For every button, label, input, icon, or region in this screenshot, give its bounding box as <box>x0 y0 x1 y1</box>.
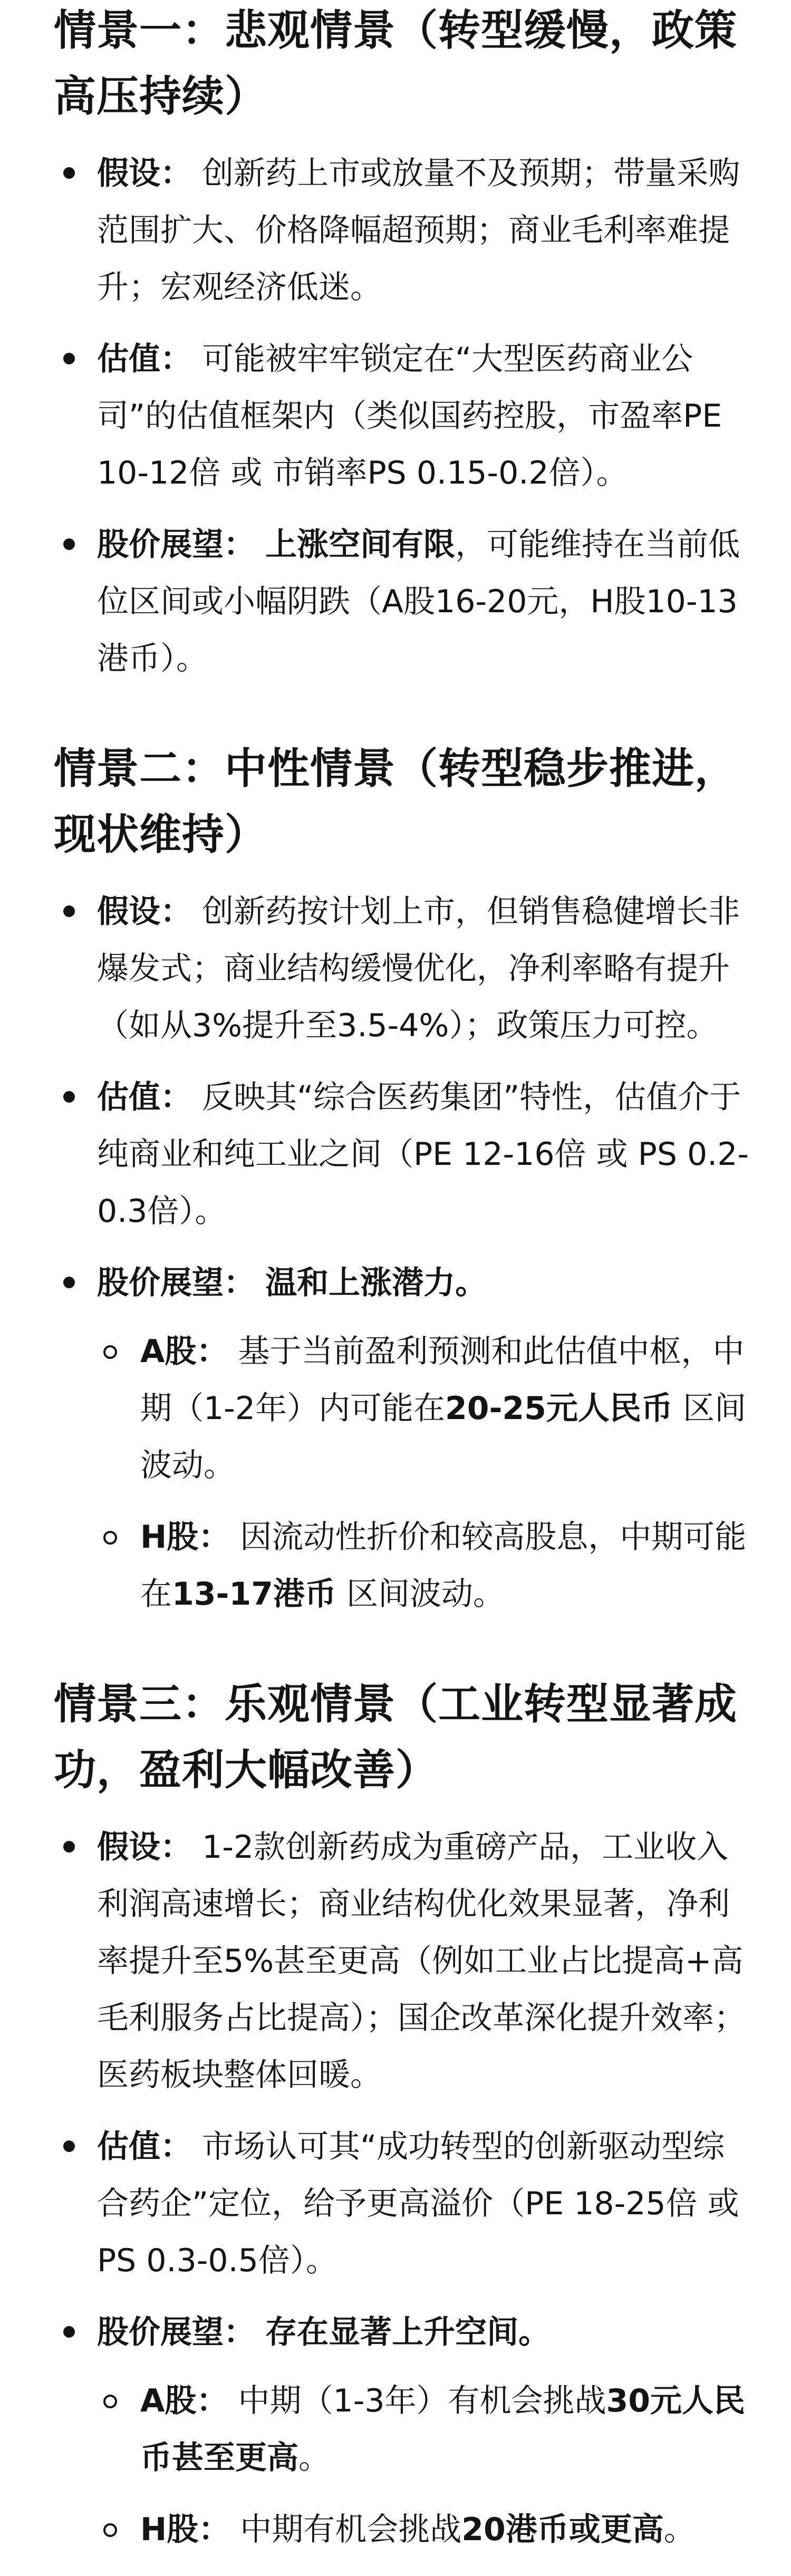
scenario-heading: 情景一：悲观情景（转型缓慢，政策高压持续） <box>54 6 737 121</box>
item-label: 假设： <box>97 893 192 930</box>
assumption-item <box>54 145 754 316</box>
bullet-dot-icon <box>63 167 75 179</box>
scenario-bullets <box>54 145 754 687</box>
item-text: 创新药上市或放量不及预期；带量采购范围扩大、价格降幅超预期；商业毛利率难提升；宏观经济低迷。 <box>97 155 740 306</box>
item-label: 股价展望： <box>97 526 255 563</box>
scenario-neutral <box>54 736 754 1623</box>
item-tail: 。 <box>663 2511 696 2548</box>
item-text: 中期（1-3年）有机会挑战 <box>238 2382 606 2419</box>
item-text: 创新药按计划上市，但销售稳健增长非爆发式；商业结构缓慢优化，净利率略有提升（如从3%提升至3.5-4%）；政策压力可控。 <box>97 893 740 1044</box>
assumption-item <box>54 1819 754 2104</box>
item-emphasis: 30元人民币甚至更高 <box>140 2382 746 2476</box>
item-text: 因流动性折价和较高股息，中期可能在 <box>140 1519 747 1613</box>
scenario-heading: 情景三：乐观情景（工业转型显著成功，盈利大幅改善） <box>54 1680 737 1794</box>
sub-bullet-ring-icon <box>103 2395 117 2408</box>
item-text: 反映其“综合医药集团”特性，估值介于纯商业和纯工业之间（PE 12-16倍 或 PS 0.2-0.3倍）。 <box>97 1079 749 1230</box>
item-tail: 。 <box>298 2439 330 2476</box>
sub-bullet-ring-icon <box>103 1531 117 1545</box>
item-label: 估值： <box>97 2128 192 2165</box>
bullet-dot-icon <box>63 905 75 917</box>
bullet-dot-icon <box>63 1277 75 1288</box>
sub-bullet-ring-icon <box>103 1345 117 1359</box>
sub-bullets <box>97 2372 754 2558</box>
a-share-item <box>97 2372 754 2486</box>
outlook-item <box>54 1255 754 1623</box>
item-tail: 区间波动。 <box>140 1390 746 1484</box>
bullet-dot-icon <box>63 353 75 364</box>
item-emphasis: 温和上涨潜力。 <box>265 1265 487 1301</box>
item-emphasis: 20港币或更高 <box>461 2511 664 2548</box>
item-text: 基于当前盈利预测和此估值中枢，中期（1-2年）内可能在 <box>140 1333 745 1427</box>
item-tail: 区间波动。 <box>336 1576 505 1613</box>
bullet-dot-icon <box>63 1091 75 1103</box>
bullet-dot-icon <box>63 538 75 550</box>
item-label: 估值： <box>97 1079 192 1116</box>
item-label: 股价展望： <box>97 1265 255 1301</box>
outlook-item <box>54 516 754 687</box>
item-label: A股： <box>140 1333 228 1370</box>
item-emphasis: 存在显著上升空间。 <box>265 2314 551 2351</box>
assumption-item <box>54 883 754 1054</box>
scenario-bullets <box>54 1819 754 2558</box>
item-label: 假设： <box>97 155 192 192</box>
item-text: 中期有机会挑战 <box>240 2511 462 2548</box>
item-emphasis: 20-25元人民币 <box>445 1390 673 1427</box>
scenario-optimistic <box>54 1671 754 2558</box>
outlook-item <box>54 2304 754 2558</box>
item-label: 股价展望： <box>97 2314 255 2351</box>
valuation-item <box>54 1069 754 1240</box>
item-text: 可能被牢牢锁定在“大型医药商业公司”的估值框架内（类似国药控股，市盈率PE 10-12倍 或 市销率PS 0.15-0.2倍）。 <box>97 341 722 491</box>
valuation-item <box>54 331 754 501</box>
item-label: H股： <box>140 1519 230 1556</box>
bullet-dot-icon <box>63 2326 75 2338</box>
h-share-item <box>97 1509 754 1623</box>
sub-bullets <box>97 1323 754 1623</box>
item-text: 1-2款创新药成为重磅产品，工业收入利润高速增长；商业结构优化效果显著，净利率提升至5%甚至更高（例如工业占比提高+高毛利服务占比提高）；国企改革深化提升效率；医药板块整体回暖。 <box>97 1829 746 2093</box>
a-share-item <box>97 1323 754 1494</box>
item-emphasis: 13-17港币 <box>172 1576 336 1613</box>
sub-bullet-ring-icon <box>103 2523 117 2537</box>
item-text: ，可能维持在当前低位区间或小幅阴跌（A股16-20元，H股10-13港币）。 <box>97 526 740 677</box>
item-label: 假设： <box>97 1829 192 1866</box>
item-label: 估值： <box>97 341 192 378</box>
item-text: 市场认可其“成功转型的创新驱动型综合药企”定位，给予更高溢价（PE 18-25倍 或 PS 0.3-0.5倍）。 <box>97 2128 739 2279</box>
item-label: H股： <box>140 2511 230 2548</box>
scenario-heading: 情景二：中性情景（转型稳步推进，现状维持） <box>54 744 737 859</box>
bullet-dot-icon <box>63 2140 75 2152</box>
scenario-pessimistic <box>54 0 754 687</box>
item-label: A股： <box>140 2382 228 2419</box>
bullet-dot-icon <box>63 1841 75 1853</box>
valuation-item <box>54 2118 754 2289</box>
scenario-bullets <box>54 883 754 1623</box>
h-share-item <box>97 2501 754 2558</box>
item-emphasis: 上涨空间有限 <box>265 526 456 563</box>
